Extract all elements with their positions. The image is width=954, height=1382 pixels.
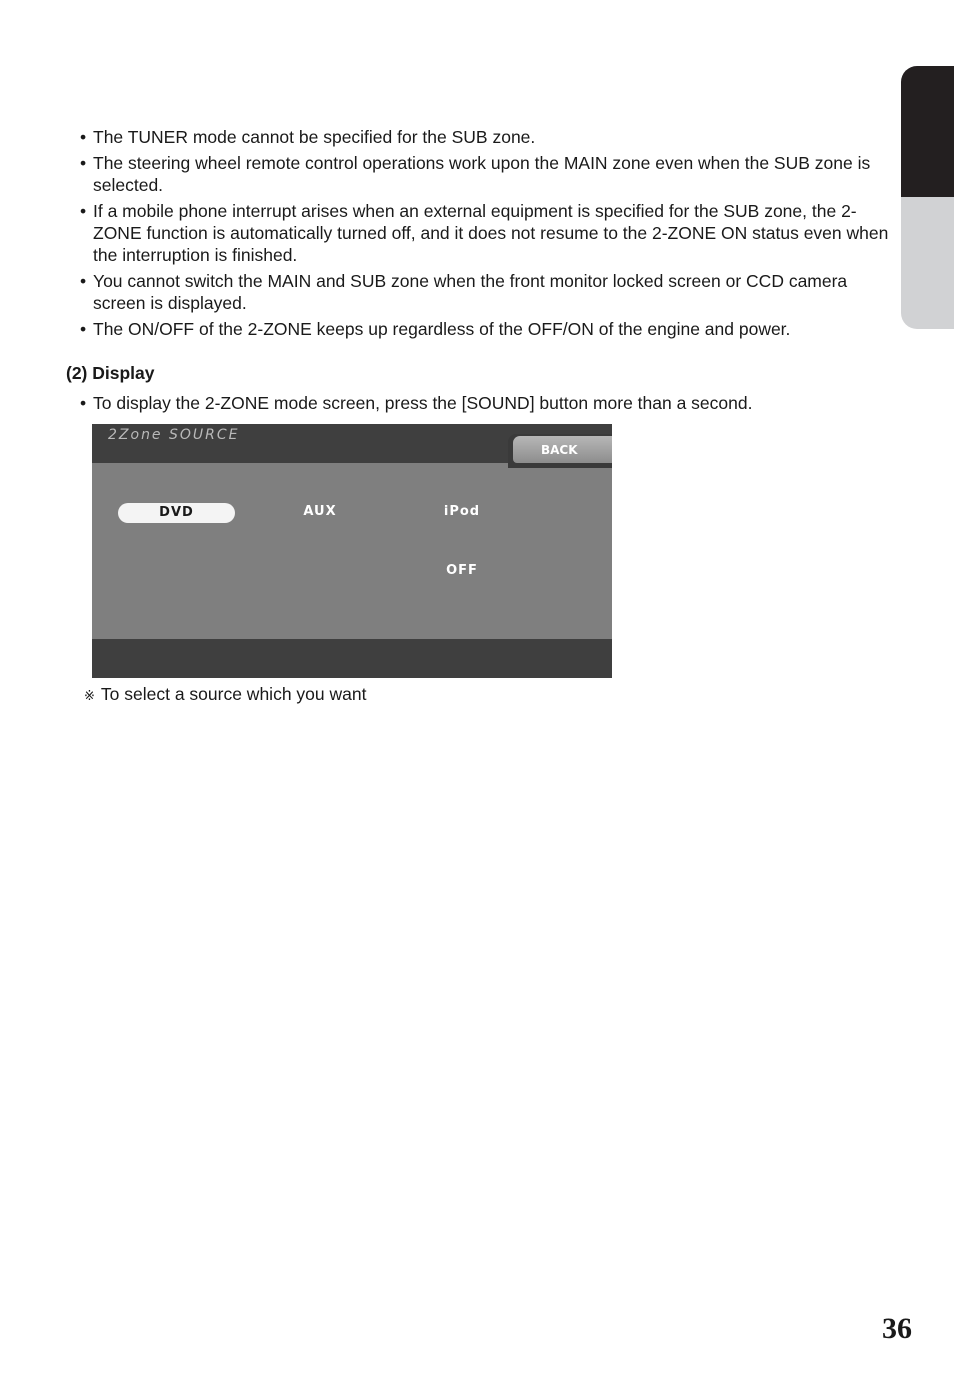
display-note-text: To display the 2-ZONE mode screen, press the [SOUND] button more than a second. xyxy=(93,393,753,413)
source-ipod-button[interactable]: iPod xyxy=(424,502,500,522)
list-item xyxy=(80,152,890,196)
bullet-icon: • xyxy=(80,393,87,413)
list-item xyxy=(80,270,890,314)
list-item xyxy=(80,126,890,148)
reference-mark-icon: ※ xyxy=(84,688,95,703)
note-text: The steering wheel remote control operations work upon the MAIN zone even when the SUB zone is selected. xyxy=(93,153,871,195)
source-off-button[interactable]: OFF xyxy=(424,561,500,581)
display-note-list xyxy=(80,392,890,414)
note-text: The TUNER mode cannot be specified for the SUB zone. xyxy=(93,127,536,147)
notes-list xyxy=(80,126,890,344)
note-text: You cannot switch the MAIN and SUB zone when the front monitor locked screen or CCD camera screen is displayed. xyxy=(93,271,848,313)
bullet-icon: • xyxy=(80,271,87,291)
note-text: The ON/OFF of the 2-ZONE keeps up regardless of the OFF/ON of the engine and power. xyxy=(93,319,791,339)
bullet-icon: • xyxy=(80,153,87,173)
bullet-icon: • xyxy=(80,319,87,339)
zone-source-screen xyxy=(92,424,612,678)
bullet-icon: • xyxy=(80,201,87,221)
note-text: If a mobile phone interrupt arises when an external equipment is specified for the SUB zone, the 2-ZONE function is automatically turned off, and it does not resume to the 2-ZONE ON status even when the interruption is finished. xyxy=(93,201,889,265)
list-item xyxy=(80,318,890,340)
footnote-text: To select a source which you want xyxy=(100,684,367,704)
side-tab-light xyxy=(901,197,954,329)
screen-title: 2Zone SOURCE xyxy=(108,427,240,443)
list-item xyxy=(80,200,890,266)
side-tab-dark xyxy=(901,66,954,197)
section-heading: (2) Display xyxy=(66,363,155,383)
page-number: 36 xyxy=(882,1312,912,1345)
back-button[interactable]: BACK xyxy=(513,436,612,463)
footnote xyxy=(84,683,366,707)
bullet-icon: • xyxy=(80,127,87,147)
source-dvd-button[interactable]: DVD xyxy=(118,503,235,523)
source-aux-button[interactable]: AUX xyxy=(282,502,358,522)
list-item xyxy=(80,392,890,414)
screen-footer xyxy=(92,639,612,678)
